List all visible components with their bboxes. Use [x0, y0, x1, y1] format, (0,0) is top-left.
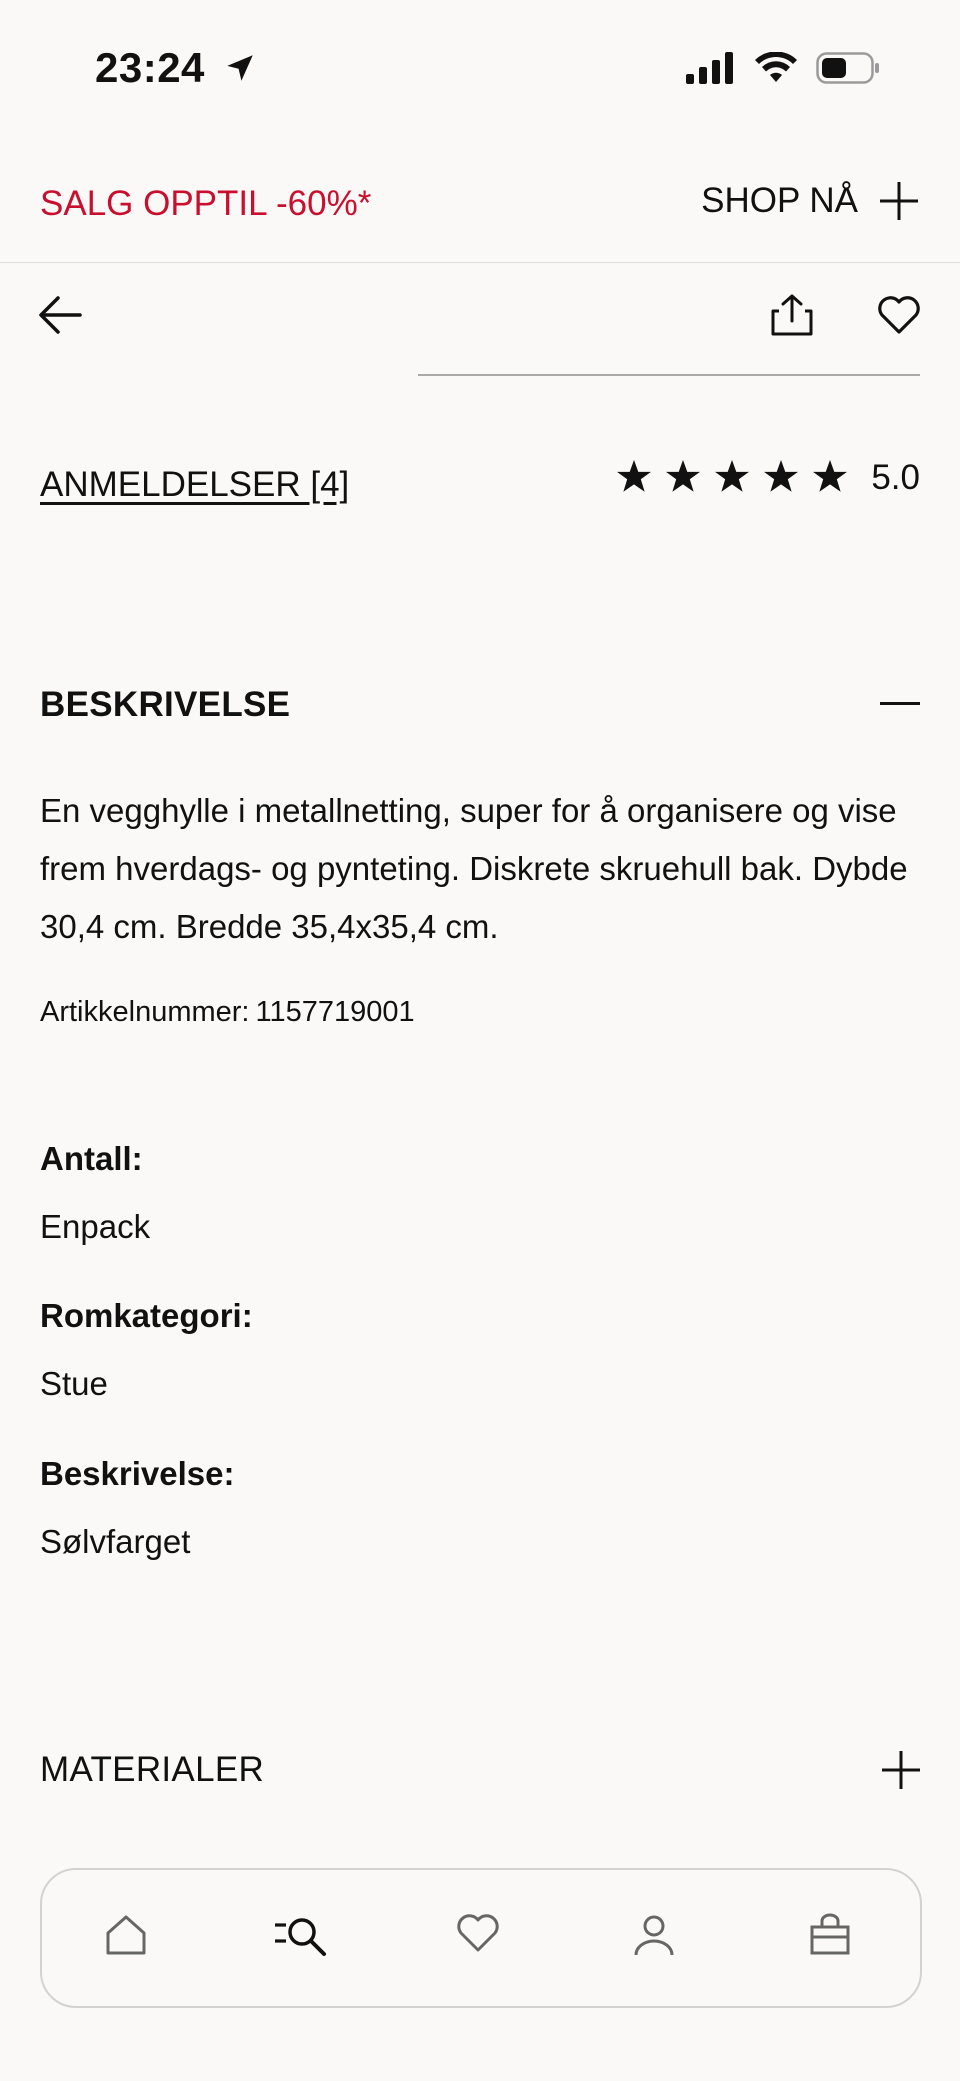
shop-now-button[interactable]: [701, 180, 920, 222]
star-icon: [714, 460, 750, 494]
attribute-label-room: Romkategori:: [40, 1297, 253, 1334]
search-icon[interactable]: [272, 1913, 332, 1957]
wifi-icon: [754, 52, 798, 84]
star-icon: [763, 460, 799, 494]
home-icon[interactable]: [104, 1913, 148, 1957]
cellular-signal-icon: [686, 52, 736, 84]
attribute-label-quantity: Antall:: [40, 1140, 143, 1177]
article-number: [40, 996, 415, 1029]
promo-text[interactable]: SALG OPPTIL -60%*: [40, 184, 372, 223]
account-icon[interactable]: [632, 1913, 676, 1957]
article-number-label: Artikkelnummer:: [40, 996, 250, 1028]
favorites-icon[interactable]: [456, 1913, 500, 1953]
location-arrow-icon: [223, 51, 257, 85]
battery-icon: [816, 52, 880, 84]
image-scroll-indicator: [418, 374, 920, 376]
heart-icon[interactable]: [877, 295, 921, 335]
star-icon: [616, 460, 652, 494]
attribute-value-description: Sølvfarget: [40, 1523, 191, 1560]
article-number-value: 1157719001: [255, 996, 415, 1028]
shop-now-label: SHOP NÅ: [701, 181, 858, 220]
description-section-toggle[interactable]: BESKRIVELSE: [40, 685, 291, 724]
bag-icon[interactable]: [808, 1913, 852, 1957]
minus-icon[interactable]: [880, 702, 920, 705]
attribute-value-room: Stue: [40, 1365, 108, 1402]
star-icon: [812, 460, 848, 494]
materials-section-toggle[interactable]: MATERIALER: [40, 1750, 265, 1789]
status-time: 23:24: [95, 44, 257, 92]
star-icon: [665, 460, 701, 494]
status-indicators: [686, 52, 880, 84]
plus-icon: [878, 180, 920, 222]
share-icon[interactable]: [770, 293, 814, 337]
attribute-label-description: Beskrivelse:: [40, 1455, 235, 1492]
plus-icon[interactable]: [880, 1749, 922, 1791]
reviews-link[interactable]: ANMELDELSER [4]: [40, 465, 350, 504]
description-text: En vegghylle i metallnetting, super for å organisere og vise frem hverdags- og pynteting. Diskrete skruehull bak. Dybde 30,4 cm. Bredde 35,4x35,4 cm.: [40, 792, 908, 945]
rating-value: 5.0: [871, 458, 920, 497]
back-arrow-icon[interactable]: [38, 295, 82, 335]
rating-stars: [616, 460, 848, 494]
attribute-value-quantity: Enpack: [40, 1208, 151, 1245]
